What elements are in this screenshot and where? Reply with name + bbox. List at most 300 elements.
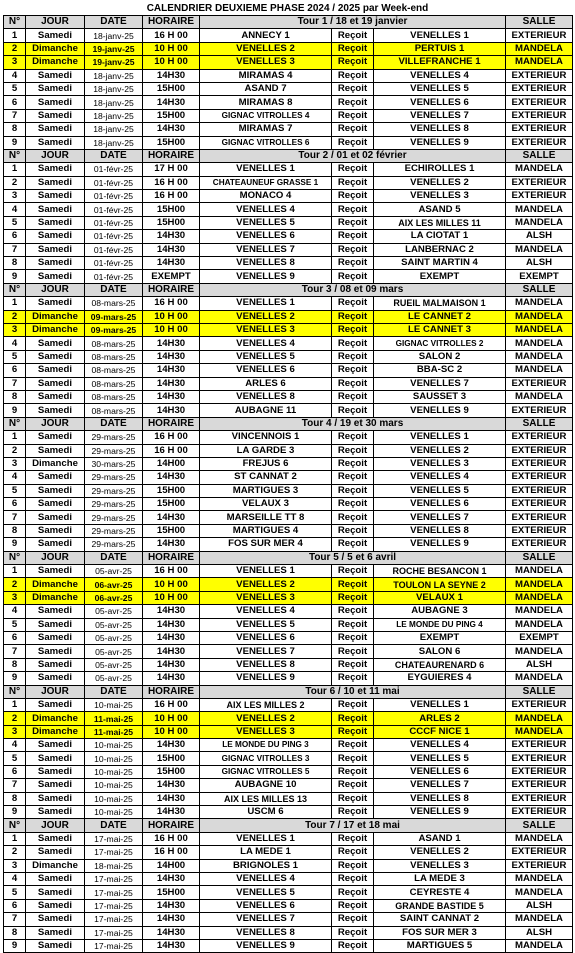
match-number: 3	[4, 725, 26, 738]
recoit-label: Reçoit	[332, 886, 374, 899]
recoit-label: Reçoit	[332, 591, 374, 604]
venue: MANDELA	[506, 913, 573, 926]
table-row	[4, 658, 573, 671]
table-row	[4, 926, 573, 939]
recoit-label: Reçoit	[332, 618, 374, 631]
match-number: 2	[4, 42, 26, 55]
match-number: 2	[4, 444, 26, 457]
match-day: Samedi	[26, 203, 85, 216]
venue: EXTERIEUR	[506, 457, 573, 470]
match-time: 16 H 00	[143, 176, 200, 189]
venue: EXTERIEUR	[506, 739, 573, 752]
header-horaire: HORAIRE	[143, 551, 200, 564]
match-time: 17 H 00	[143, 163, 200, 176]
away-team: VENELLES 9	[374, 538, 506, 551]
recoit-label: Reçoit	[332, 712, 374, 725]
match-number: 1	[4, 565, 26, 578]
header-salle: SALLE	[506, 149, 573, 162]
match-date: 18-janv-25	[85, 82, 143, 95]
match-day: Samedi	[26, 350, 85, 363]
away-team: MARTIGUES 5	[374, 939, 506, 952]
away-team: VENELLES 2	[374, 846, 506, 859]
match-time: 14H30	[143, 243, 200, 256]
match-date: 29-mars-25	[85, 431, 143, 444]
match-time: 14H30	[143, 69, 200, 82]
away-team: VENELLES 9	[374, 404, 506, 417]
match-date: 17-mai-25	[85, 873, 143, 886]
recoit-label: Reçoit	[332, 725, 374, 738]
match-time: 15H00	[143, 886, 200, 899]
home-team: VENELLES 8	[200, 390, 332, 403]
venue: MANDELA	[506, 297, 573, 310]
match-time: 14H30	[143, 123, 200, 136]
table-row	[4, 444, 573, 457]
match-time: 15H00	[143, 524, 200, 537]
venue: MANDELA	[506, 337, 573, 350]
away-team: VENELLES 4	[374, 69, 506, 82]
match-time: 14H30	[143, 913, 200, 926]
match-number: 6	[4, 498, 26, 511]
match-day: Samedi	[26, 899, 85, 912]
recoit-label: Reçoit	[332, 377, 374, 390]
home-team: VENELLES 1	[200, 297, 332, 310]
venue: MANDELA	[506, 605, 573, 618]
away-team: LA MEDE 3	[374, 873, 506, 886]
match-day: Samedi	[26, 939, 85, 952]
match-date: 17-mai-25	[85, 926, 143, 939]
round-header	[4, 149, 573, 162]
match-number: 8	[4, 658, 26, 671]
match-time: 15H00	[143, 136, 200, 149]
match-date: 17-mai-25	[85, 899, 143, 912]
table-row	[4, 350, 573, 363]
match-date: 01-févr-25	[85, 216, 143, 229]
match-day: Samedi	[26, 658, 85, 671]
match-date: 10-mai-25	[85, 806, 143, 819]
table-row	[4, 270, 573, 283]
venue: EXTERIEUR	[506, 377, 573, 390]
match-day: Dimanche	[26, 310, 85, 323]
venue: EXTERIEUR	[506, 69, 573, 82]
home-team: AIX LES MILLES 2	[200, 698, 332, 711]
match-date: 18-janv-25	[85, 136, 143, 149]
away-team: VENELLES 1	[374, 431, 506, 444]
header-jour: JOUR	[26, 819, 85, 832]
header-salle: SALLE	[506, 685, 573, 698]
match-day: Samedi	[26, 631, 85, 644]
venue: EXTERIEUR	[506, 444, 573, 457]
match-day: Samedi	[26, 471, 85, 484]
recoit-label: Reçoit	[332, 484, 374, 497]
header-salle: SALLE	[506, 283, 573, 296]
match-time: 10 H 00	[143, 56, 200, 69]
away-team: LE CANNET 2	[374, 310, 506, 323]
match-day: Samedi	[26, 792, 85, 805]
table-row	[4, 739, 573, 752]
header-date: DATE	[85, 685, 143, 698]
recoit-label: Reçoit	[332, 859, 374, 872]
header-date: DATE	[85, 283, 143, 296]
match-number: 3	[4, 323, 26, 336]
away-team: VENELLES 6	[374, 765, 506, 778]
header-jour: JOUR	[26, 149, 85, 162]
home-team: BRIGNOLES 1	[200, 859, 332, 872]
table-row	[4, 591, 573, 604]
table-row	[4, 565, 573, 578]
table-row	[4, 42, 573, 55]
recoit-label: Reçoit	[332, 832, 374, 845]
match-time: 10 H 00	[143, 591, 200, 604]
recoit-label: Reçoit	[332, 323, 374, 336]
home-team: VENELLES 3	[200, 323, 332, 336]
match-day: Dimanche	[26, 457, 85, 470]
match-number: 8	[4, 257, 26, 270]
table-row	[4, 511, 573, 524]
recoit-label: Reçoit	[332, 96, 374, 109]
recoit-label: Reçoit	[332, 605, 374, 618]
venue: EXEMPT	[506, 270, 573, 283]
match-time: 10 H 00	[143, 323, 200, 336]
match-number: 6	[4, 230, 26, 243]
match-date: 29-mars-25	[85, 471, 143, 484]
away-team: VILLEFRANCHE 1	[374, 56, 506, 69]
venue: EXTERIEUR	[506, 765, 573, 778]
match-day: Samedi	[26, 390, 85, 403]
match-number: 2	[4, 310, 26, 323]
match-time: 10 H 00	[143, 42, 200, 55]
match-time: 14H30	[143, 404, 200, 417]
match-time: 15H00	[143, 82, 200, 95]
venue: MANDELA	[506, 390, 573, 403]
away-team: VENELLES 3	[374, 190, 506, 203]
home-team: VENELLES 3	[200, 56, 332, 69]
match-date: 05-avr-25	[85, 672, 143, 685]
home-team: VENELLES 2	[200, 42, 332, 55]
table-row	[4, 806, 573, 819]
recoit-label: Reçoit	[332, 56, 374, 69]
away-team: ROCHE BESANCON 1	[374, 565, 506, 578]
table-row	[4, 899, 573, 912]
home-team: VENELLES 5	[200, 350, 332, 363]
away-team: VENELLES 5	[374, 484, 506, 497]
venue: EXTERIEUR	[506, 176, 573, 189]
match-time: 15H00	[143, 484, 200, 497]
header-horaire: HORAIRE	[143, 417, 200, 430]
home-team: VENELLES 9	[200, 939, 332, 952]
table-row	[4, 123, 573, 136]
match-date: 09-mars-25	[85, 310, 143, 323]
venue: EXTERIEUR	[506, 846, 573, 859]
home-team: ANNECY 1	[200, 29, 332, 42]
match-day: Samedi	[26, 779, 85, 792]
match-number: 4	[4, 203, 26, 216]
table-row	[4, 136, 573, 149]
match-date: 17-mai-25	[85, 832, 143, 845]
match-date: 17-mai-25	[85, 913, 143, 926]
home-team: LE MONDE DU PING 3	[200, 739, 332, 752]
away-team: LA CIOTAT 1	[374, 230, 506, 243]
away-team: VENELLES 5	[374, 752, 506, 765]
match-date: 11-mai-25	[85, 712, 143, 725]
venue: EXTERIEUR	[506, 136, 573, 149]
recoit-label: Reçoit	[332, 457, 374, 470]
match-day: Samedi	[26, 96, 85, 109]
match-time: 14H30	[143, 645, 200, 658]
match-number: 7	[4, 511, 26, 524]
table-row	[4, 96, 573, 109]
match-date: 17-mai-25	[85, 886, 143, 899]
match-number: 3	[4, 457, 26, 470]
match-time: 15H00	[143, 109, 200, 122]
match-date: 30-mars-25	[85, 457, 143, 470]
match-day: Samedi	[26, 806, 85, 819]
header-horaire: HORAIRE	[143, 283, 200, 296]
away-team: VENELLES 9	[374, 806, 506, 819]
match-day: Samedi	[26, 739, 85, 752]
header-num: N°	[4, 685, 26, 698]
venue: EXTERIEUR	[506, 779, 573, 792]
table-row	[4, 471, 573, 484]
recoit-label: Reçoit	[332, 698, 374, 711]
venue: MANDELA	[506, 565, 573, 578]
home-team: VENELLES 5	[200, 618, 332, 631]
recoit-label: Reçoit	[332, 42, 374, 55]
recoit-label: Reçoit	[332, 672, 374, 685]
table-row	[4, 243, 573, 256]
venue: EXTERIEUR	[506, 698, 573, 711]
away-team: VENELLES 2	[374, 176, 506, 189]
recoit-label: Reçoit	[332, 230, 374, 243]
match-date: 10-mai-25	[85, 779, 143, 792]
table-row	[4, 524, 573, 537]
home-team: VENELLES 2	[200, 712, 332, 725]
match-number: 8	[4, 123, 26, 136]
header-horaire: HORAIRE	[143, 819, 200, 832]
match-day: Samedi	[26, 377, 85, 390]
home-team: VENELLES 7	[200, 645, 332, 658]
match-time: 16 H 00	[143, 297, 200, 310]
away-team: ASAND 5	[374, 203, 506, 216]
match-number: 3	[4, 591, 26, 604]
match-time: 14H30	[143, 899, 200, 912]
venue: MANDELA	[506, 42, 573, 55]
match-date: 08-mars-25	[85, 297, 143, 310]
recoit-label: Reçoit	[332, 645, 374, 658]
home-team: VENELLES 9	[200, 672, 332, 685]
match-time: 10 H 00	[143, 578, 200, 591]
match-time: 15H00	[143, 752, 200, 765]
header-jour: JOUR	[26, 685, 85, 698]
table-row	[4, 605, 573, 618]
match-time: 14H30	[143, 511, 200, 524]
venue: MANDELA	[506, 591, 573, 604]
header-date: DATE	[85, 551, 143, 564]
away-team: VENELLES 7	[374, 109, 506, 122]
recoit-label: Reçoit	[332, 899, 374, 912]
recoit-label: Reçoit	[332, 190, 374, 203]
recoit-label: Reçoit	[332, 29, 374, 42]
page-title: CALENDRIER DEUXIEME PHASE 2024 / 2025 par Week-end	[146, 3, 429, 14]
match-number: 1	[4, 29, 26, 42]
match-time: 16 H 00	[143, 190, 200, 203]
match-date: 08-mars-25	[85, 337, 143, 350]
match-date: 18-janv-25	[85, 123, 143, 136]
home-team: VENELLES 5	[200, 886, 332, 899]
match-number: 9	[4, 136, 26, 149]
home-team: LA GARDE 3	[200, 444, 332, 457]
match-number: 8	[4, 792, 26, 805]
match-time: 10 H 00	[143, 712, 200, 725]
recoit-label: Reçoit	[332, 350, 374, 363]
away-team: VENELLES 6	[374, 498, 506, 511]
home-team: ST CANNAT 2	[200, 471, 332, 484]
table-row	[4, 82, 573, 95]
match-date: 01-févr-25	[85, 203, 143, 216]
home-team: VENELLES 3	[200, 725, 332, 738]
recoit-label: Reçoit	[332, 69, 374, 82]
recoit-label: Reçoit	[332, 498, 374, 511]
table-row	[4, 698, 573, 711]
table-row	[4, 859, 573, 872]
match-time: 15H00	[143, 203, 200, 216]
match-day: Samedi	[26, 444, 85, 457]
match-time: 16 H 00	[143, 29, 200, 42]
away-team: GRANDE BASTIDE 5	[374, 899, 506, 912]
table-row	[4, 431, 573, 444]
venue: EXTERIEUR	[506, 538, 573, 551]
recoit-label: Reçoit	[332, 658, 374, 671]
header-date: DATE	[85, 149, 143, 162]
match-number: 6	[4, 631, 26, 644]
match-time: 14H30	[143, 257, 200, 270]
recoit-label: Reçoit	[332, 176, 374, 189]
match-time: 14H30	[143, 337, 200, 350]
round-label: Tour 2 / 01 et 02 février	[200, 149, 506, 162]
home-team: VENELLES 7	[200, 913, 332, 926]
match-day: Samedi	[26, 297, 85, 310]
table-row	[4, 190, 573, 203]
match-date: 10-mai-25	[85, 739, 143, 752]
match-date: 08-mars-25	[85, 377, 143, 390]
recoit-label: Reçoit	[332, 538, 374, 551]
home-team: VENELLES 7	[200, 243, 332, 256]
match-date: 05-avr-25	[85, 631, 143, 644]
match-time: 14H30	[143, 939, 200, 952]
home-team: MARSEILLE TT 8	[200, 511, 332, 524]
match-date: 18-janv-25	[85, 29, 143, 42]
venue: EXTERIEUR	[506, 806, 573, 819]
venue: MANDELA	[506, 350, 573, 363]
recoit-label: Reçoit	[332, 792, 374, 805]
table-row	[4, 176, 573, 189]
venue: ALSH	[506, 899, 573, 912]
match-time: 15H00	[143, 498, 200, 511]
table-row	[4, 216, 573, 229]
venue: MANDELA	[506, 243, 573, 256]
recoit-label: Reçoit	[332, 109, 374, 122]
venue: EXTERIEUR	[506, 792, 573, 805]
table-row	[4, 404, 573, 417]
home-team: VENELLES 1	[200, 565, 332, 578]
venue: EXTERIEUR	[506, 859, 573, 872]
away-team: AUBAGNE 3	[374, 605, 506, 618]
table-row	[4, 203, 573, 216]
venue: EXTERIEUR	[506, 82, 573, 95]
home-team: AUBAGNE 10	[200, 779, 332, 792]
header-num: N°	[4, 551, 26, 564]
table-row	[4, 56, 573, 69]
away-team: CEYRESTE 4	[374, 886, 506, 899]
match-day: Dimanche	[26, 56, 85, 69]
match-date: 08-mars-25	[85, 404, 143, 417]
match-number: 5	[4, 216, 26, 229]
match-day: Samedi	[26, 123, 85, 136]
match-date: 05-avr-25	[85, 605, 143, 618]
match-day: Samedi	[26, 538, 85, 551]
table-row	[4, 752, 573, 765]
match-time: 14H30	[143, 792, 200, 805]
header-num: N°	[4, 417, 26, 430]
match-time: 14H30	[143, 618, 200, 631]
match-number: 3	[4, 190, 26, 203]
match-day: Dimanche	[26, 859, 85, 872]
match-number: 5	[4, 618, 26, 631]
away-team: FOS SUR MER 3	[374, 926, 506, 939]
match-number: 6	[4, 765, 26, 778]
match-number: 4	[4, 739, 26, 752]
venue: MANDELA	[506, 216, 573, 229]
match-time: 14H30	[143, 538, 200, 551]
away-team: VENELLES 9	[374, 136, 506, 149]
match-time: 14H30	[143, 605, 200, 618]
home-team: VENELLES 6	[200, 631, 332, 644]
match-time: 14H30	[143, 96, 200, 109]
venue: MANDELA	[506, 364, 573, 377]
away-team: VENELLES 3	[374, 859, 506, 872]
header-num: N°	[4, 819, 26, 832]
match-day: Dimanche	[26, 42, 85, 55]
schedule-table	[3, 15, 573, 953]
header-jour: JOUR	[26, 551, 85, 564]
match-date: 29-mars-25	[85, 524, 143, 537]
venue: EXTERIEUR	[506, 511, 573, 524]
table-row	[4, 484, 573, 497]
venue: EXTERIEUR	[506, 109, 573, 122]
home-team: MONACO 4	[200, 190, 332, 203]
match-date: 10-mai-25	[85, 765, 143, 778]
header-num: N°	[4, 283, 26, 296]
home-team: VENELLES 2	[200, 310, 332, 323]
venue: MANDELA	[506, 672, 573, 685]
home-team: VENELLES 8	[200, 658, 332, 671]
match-number: 5	[4, 82, 26, 95]
away-team: VENELLES 1	[374, 29, 506, 42]
venue: MANDELA	[506, 832, 573, 845]
match-number: 9	[4, 404, 26, 417]
match-day: Dimanche	[26, 712, 85, 725]
match-time: 10 H 00	[143, 725, 200, 738]
match-time: 16 H 00	[143, 832, 200, 845]
recoit-label: Reçoit	[332, 444, 374, 457]
home-team: VENELLES 8	[200, 257, 332, 270]
match-time: 14H30	[143, 350, 200, 363]
match-day: Samedi	[26, 109, 85, 122]
match-day: Samedi	[26, 69, 85, 82]
header-num: N°	[4, 149, 26, 162]
away-team: AIX LES MILLES 11	[374, 216, 506, 229]
venue: EXTERIEUR	[506, 484, 573, 497]
match-number: 8	[4, 524, 26, 537]
